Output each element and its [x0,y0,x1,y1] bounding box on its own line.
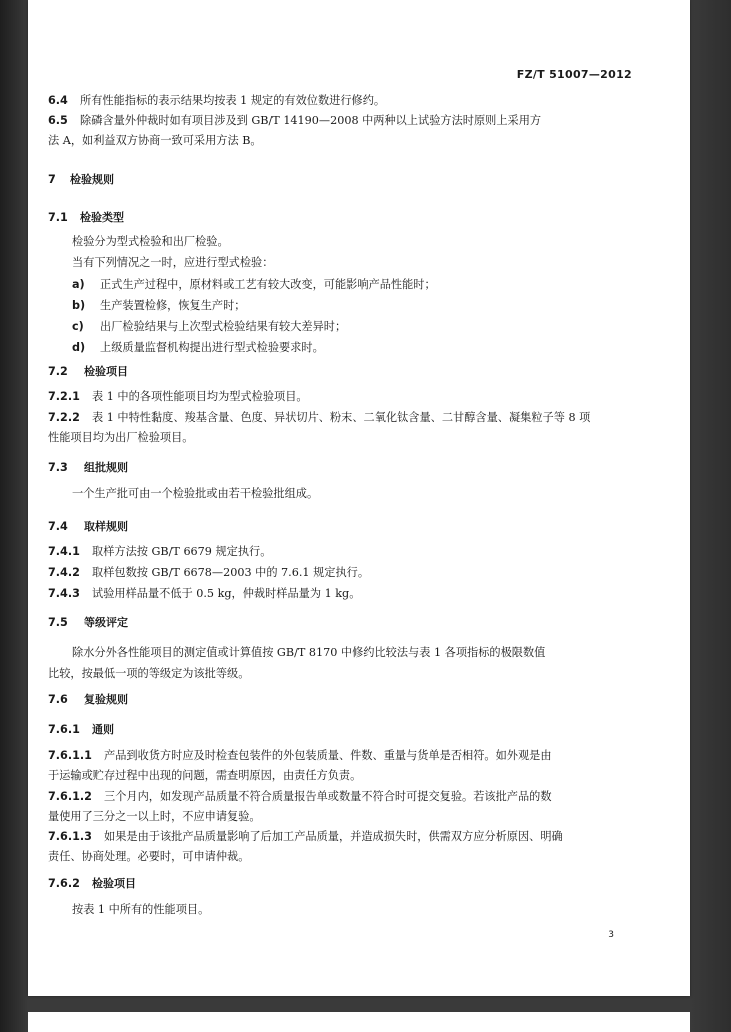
clause-number: b) [72,299,86,312]
clause-text: 三个月内，如发现产品质量不符合质量报告单或数量不符合时可提交复验。若该批产品的数 [104,790,552,803]
clause-number: 7.6.1.2 [48,790,92,803]
clause-number: 7.6.1.3 [48,830,92,843]
clause-number: 7.5 [48,616,68,629]
document-page [28,0,690,996]
page-number: 3 [608,930,614,940]
clause-text: 一个生产批可由一个检验批或由若干检验批组成。 [72,487,319,500]
clause-text: 除磷含量外仲裁时如有项目涉及到 GB/T 14190—2008 中两种以上试验方法时原则上采用方 [80,114,542,127]
clause-text: 当有下列情况之一时，应进行型式检验： [72,256,274,269]
clause-text: 取样包数按 GB/T 6678—2003 中的 7.6.1 规定执行。 [92,566,370,579]
clause-text: 试验用样品量不低于 0.5 kg，仲裁时样品量为 1 kg。 [92,587,361,600]
clause-number: 7.6 [48,693,68,706]
clause-text: 法 A，如利益双方协商一致可采用方法 B。 [48,134,262,147]
clause-number: d) [72,341,86,354]
section-heading: 取样规则 [84,520,128,533]
clause-text: 产品到收货方时应及时检查包装件的外包装质量、件数、重量与货单是否相符。如外观是由 [104,749,552,762]
clause-number: 7.4.1 [48,545,80,558]
clause-number: 7.2.1 [48,390,80,403]
clause-number: 7.2 [48,365,68,378]
clause-text: 除水分外各性能项目的测定值或计算值按 GB/T 8170 中修约比较法与表 1 各项指标的极限数值 [72,646,546,659]
section-heading: 等级评定 [84,616,128,629]
clause-number: 7.2.2 [48,411,80,424]
clause-number: 7.6.1 [48,723,80,736]
section-heading: 检验类型 [80,211,124,224]
next-page-edge [28,1012,690,1032]
clause-number: 7.6.2 [48,877,80,890]
clause-number: 6.5 [48,114,68,127]
clause-number: 7.4.3 [48,587,80,600]
clause-number: 7.6.1.1 [48,749,92,762]
clause-text: 量使用了三分之一以上时，不应申请复验。 [48,810,261,823]
clause-text: 如果是由于该批产品质量影响了后加工产品质量，并造成损失时，供需双方应分析原因、明确 [104,830,563,843]
clause-number: 7.3 [48,461,68,474]
clause-number: 7 [48,173,56,186]
clause-number: a) [72,278,85,291]
section-heading: 检验项目 [84,365,128,378]
clause-number: 6.4 [48,94,68,107]
clause-text: 性能项目均为出厂检验项目。 [48,431,194,444]
clause-text: 上级质量监督机构提出进行型式检验要求时。 [100,341,324,354]
clause-text: 所有性能指标的表示结果均按表 1 规定的有效位数进行修约。 [80,94,386,107]
section-heading: 通则 [92,723,114,736]
clause-text: 表 1 中特性黏度、羧基含量、色度、异状切片、粉末、二氧化钛含量、二甘醇含量、凝集粒子等 8 项 [92,411,591,424]
clause-text: 比较，按最低一项的等级定为该批等级。 [48,667,250,680]
clause-number: c) [72,320,84,333]
clause-text: 检验分为型式检验和出厂检验。 [72,235,229,248]
clause-text: 于运输或贮存过程中出现的问题，需查明原因，由责任方负责。 [48,769,362,782]
clause-text: 责任、协商处理。必要时，可申请仲裁。 [48,850,250,863]
clause-number: 7.4.2 [48,566,80,579]
clause-number: 7.4 [48,520,68,533]
clause-text: 正式生产过程中，原材料或工艺有较大改变，可能影响产品性能时； [100,278,436,291]
clause-text: 生产装置检修，恢复生产时； [100,299,246,312]
section-heading: 检验规则 [70,173,114,186]
clause-text: 表 1 中的各项性能项目均为型式检验项目。 [92,390,308,403]
clause-number: 7.1 [48,211,68,224]
standard-code-header: FZ/T 51007—2012 [516,68,632,81]
clause-text: 取样方法按 GB/T 6679 规定执行。 [92,545,272,558]
clause-text: 按表 1 中所有的性能项目。 [72,903,210,916]
clause-text: 出厂检验结果与上次型式检验结果有较大差异时； [100,320,347,333]
section-heading: 组批规则 [84,461,128,474]
section-heading: 检验项目 [92,877,136,890]
section-heading: 复验规则 [84,693,128,706]
